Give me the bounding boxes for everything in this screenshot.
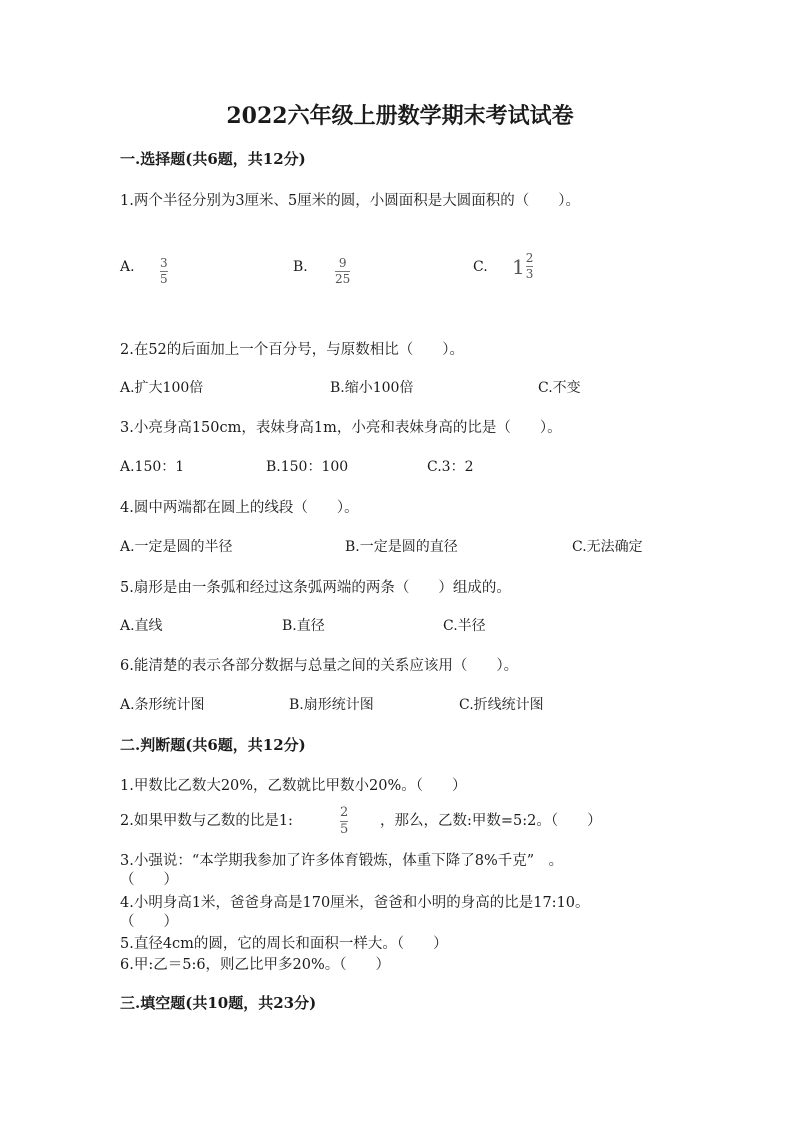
option-c: C.无法确定 <box>572 539 643 555</box>
question-1-4: 4.圆中两端都在圆上的线段（ ）。 <box>120 500 359 516</box>
mixed-whole: 1 <box>512 254 525 279</box>
fraction-option-b <box>335 252 350 286</box>
option-c: C.折线统计图 <box>459 697 544 713</box>
option-a: A.一定是圆的半径 <box>120 539 233 555</box>
option-a: A.扩大100倍 <box>120 380 204 396</box>
option-b: B.150：100 <box>266 459 349 475</box>
option-a: A.条形统计图 <box>120 697 205 713</box>
fraction-numerator: 2 <box>340 805 349 820</box>
question-2-3-answer-bracket: （ ） <box>120 872 178 888</box>
question-2-3: 3.小强说：“本学期我参加了许多体育锻炼，体重下降了8%千克” 。 <box>120 853 564 869</box>
fraction-two-fifths <box>340 801 348 837</box>
option-b: B.一定是圆的直径 <box>345 539 458 555</box>
fraction-denominator: 5 <box>340 822 349 837</box>
fraction-denominator: 3 <box>525 267 534 281</box>
fraction-numerator: 2 <box>525 251 534 265</box>
section-heading-choice: 一.选择题(共6题，共12分) <box>120 150 306 168</box>
question-1-2: 2.在52的后面加上一个百分号，与原数相比（ ）。 <box>120 342 465 358</box>
question-2-2-prefix: 2.如果甲数与乙数的比是1: <box>120 813 293 829</box>
option-label: B. <box>293 259 308 275</box>
option-a: A.150：1 <box>120 459 185 475</box>
fraction-denominator: 5 <box>160 272 168 286</box>
option-b: B.扇形统计图 <box>289 697 374 713</box>
option-a: A.直线 <box>120 618 163 634</box>
mixed-number-option-c <box>512 252 533 281</box>
option-b: B.直径 <box>282 618 325 634</box>
section-heading-judgment: 二.判断题(共6题，共12分) <box>120 736 306 754</box>
question-2-5: 5.直径4cm的圆，它的周长和面积一样大。（ ） <box>120 936 448 952</box>
fraction-option-a <box>160 252 168 286</box>
option-label: A. <box>120 259 135 275</box>
fraction-denominator: 25 <box>335 272 351 286</box>
question-1-3: 3.小亮身高150cm，表妹身高1m，小亮和表妹身高的比是（ ）。 <box>120 420 562 436</box>
fraction-numerator: 3 <box>160 256 168 270</box>
question-2-4: 4.小明身高1米，爸爸身高是170厘米，爸爸和小明的身高的比是17:10。 <box>120 895 590 911</box>
section-heading-fill-in: 三.填空题(共10题，共23分) <box>120 994 317 1012</box>
question-2-6: 6.甲:乙＝5:6，则乙比甲多20%。（ ） <box>120 957 391 973</box>
option-c: C.半径 <box>443 618 486 634</box>
option-c: C.不变 <box>538 380 581 396</box>
question-2-1: 1.甲数比乙数大20%，乙数就比甲数小20%。（ ） <box>120 778 467 794</box>
page-title: 2022六年级上册数学期末考试试卷 <box>226 103 574 129</box>
option-c: C.3：2 <box>427 459 474 475</box>
question-1-1: 1.两个半径分别为3厘米、5厘米的圆，小圆面积是大圆面积的（ ）。 <box>120 193 581 209</box>
question-1-6: 6.能清楚的表示各部分数据与总量之间的关系应该用（ ）。 <box>120 658 519 674</box>
question-2-2-suffix: ，那么，乙数:甲数=5:2。（ ） <box>380 813 602 829</box>
question-2-4-answer-bracket: （ ） <box>120 914 178 930</box>
question-1-5: 5.扇形是由一条弧和经过这条弧两端的两条（ ）组成的。 <box>120 580 511 596</box>
option-label: C. <box>473 259 488 275</box>
option-b: B.缩小100倍 <box>330 380 414 396</box>
fraction-numerator: 9 <box>338 256 347 270</box>
